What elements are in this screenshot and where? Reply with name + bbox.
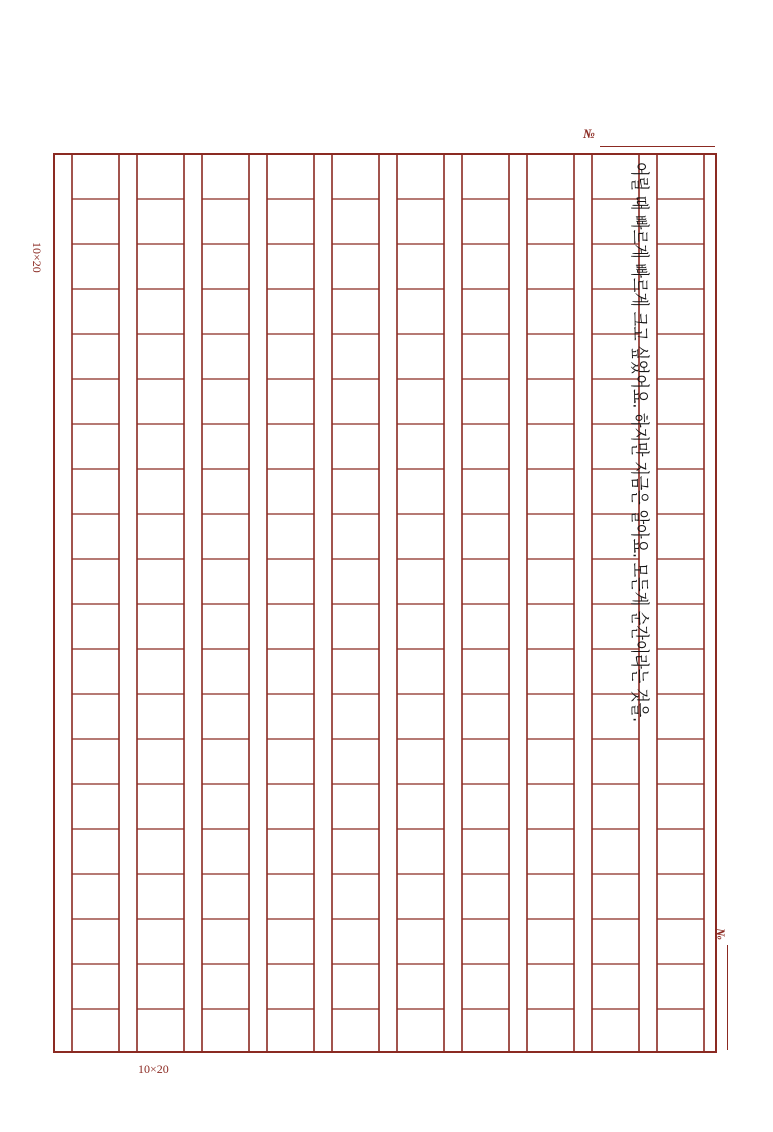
handwritten-text bbox=[628, 162, 651, 871]
manuscript-grid bbox=[54, 154, 716, 1052]
page-number-label-top: № bbox=[583, 126, 595, 141]
handwritten-line: 어릴 때 빠르게 빠르게 크고 싶었어요. 하지만 지금은 알아요. 모든게 순간이라는 것을. bbox=[628, 162, 651, 871]
grid-size-label-side: 10×20 bbox=[30, 242, 44, 273]
grid-size-label-bottom: 10×20 bbox=[138, 1062, 169, 1076]
page-number-label-side: № bbox=[713, 928, 728, 940]
